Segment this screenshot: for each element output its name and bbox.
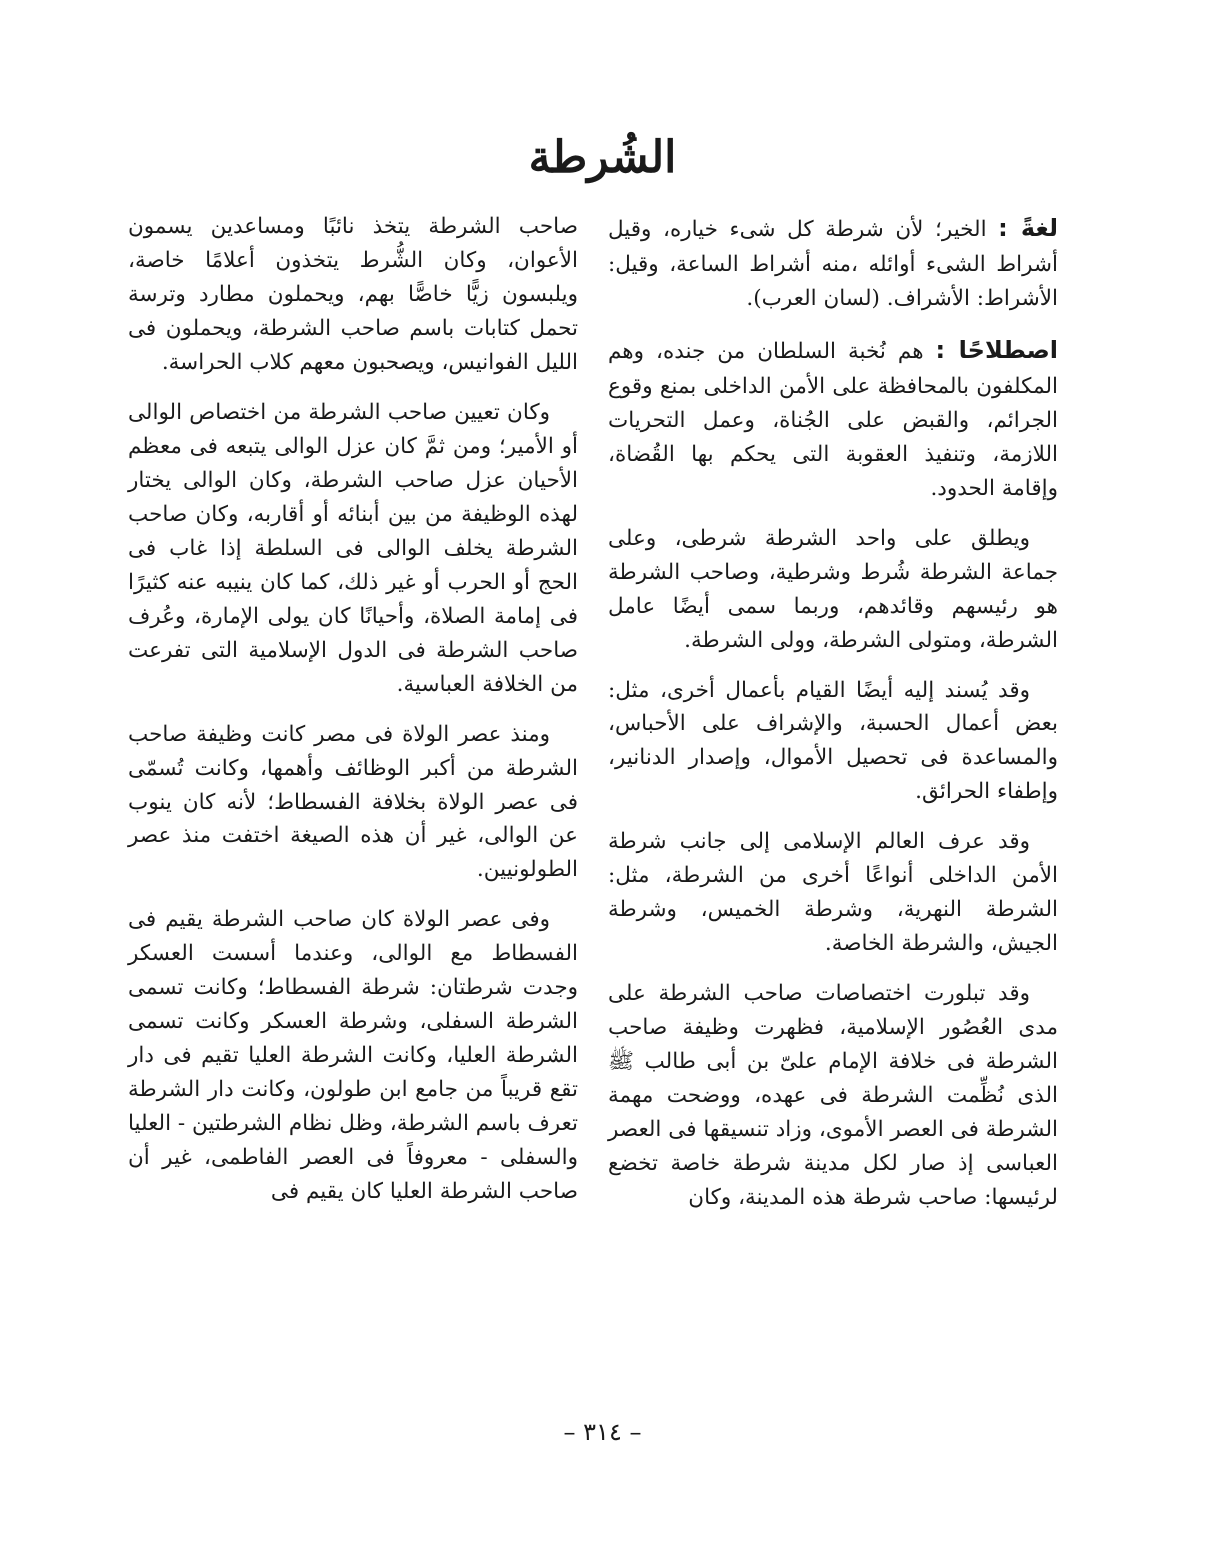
paragraph-text: هم نُخبة السلطان من جنده، وهم المكلفون بالمحافظة على الأمن الداخلى بمنع وقوع الجرائم، والقبض على الجُناة، وعمل التحريات اللازمة، وتنفيذ العقوبة التى يحكم بها القُضاة، وإقامة الحدود. bbox=[608, 338, 1058, 501]
term-label: اصطلاحًا : bbox=[935, 335, 1058, 364]
paragraph-text: الخير؛ لأن شرطة كل شىء خياره، وقيل أشراط الشىء أوائله ،منه أشراط الساعة، وقيل: الأشراط: الأشراف. (لسان العرب). bbox=[608, 217, 1058, 311]
paragraph: وقد عرف العالم الإسلامى إلى جانب شرطة الأمن الداخلى أنواعًا أخرى من الشرطة، مثل: الشرطة النهرية، وشرطة الخميس، وشرطة الجيش، والشرطة الخاصة. bbox=[608, 829, 1058, 957]
paragraph: وفى عصر الولاة كان صاحب الشرطة يقيم فى الفسطاط مع الوالى، وعندما أسست العسكر وجدت شرطتان: شرطة الفسطاط؛ وكانت تسمى الشرطة السفلى، وشرطة العسكر وكانت تسمى الشرطة العليا، وكانت الشرطة العليا تقيم فى دار تقع قريباً من جامع ابن طولون، وكانت دار الشرطة تعرف باسم الشرطة، وظل نظام الشرطتين - العليا والسفلى - معروفاً فى العصر الفاطمى، غير أن صاحب الشرطة العليا كان يقيم فى bbox=[128, 907, 578, 1205]
page-title: الشُرطة bbox=[528, 132, 677, 183]
paragraph: صاحب الشرطة يتخذ نائبًا ومساعدين يسمون الأعوان، وكان الشُّرط يتخذون أعلامًا خاصة، ويلبسون زيًّا خاصًّا بهم، ويحملون مطارد وترسة تحمل كتابات باسم صاحب الشرطة، ويحملون فى الليل الفوانيس، ويصحبون معهم كلاب الحراسة. bbox=[128, 214, 578, 375]
paragraph: وكان تعيين صاحب الشرطة من اختصاص الوالى أو الأمير؛ ومن ثمَّ كان عزل الوالى يتبعه فى معظم الأحيان عزل صاحب الشرطة، وكان الوالى يختار لهذه الوظيفة من بين أبنائه أو أقاربه، وكان صاحب الشرطة يخلف الوالى فى السلطة إذا غاب فى الحج أو الحرب أو غير ذلك، كما كان ينيبه عنه كثيرًا فى إمامة الصلاة، وأحيانًا كان يولى الإمارة، وعُرف صاحب الشرطة فى الدول الإسلامية التى تفرعت من الخلافة العباسية. bbox=[128, 399, 578, 697]
paragraph-istilahan bbox=[608, 332, 1058, 506]
term-label: لغةً : bbox=[998, 214, 1058, 242]
paragraph: ويطلق على واحد الشرطة شرطى، وعلى جماعة الشرطة شُرط وشرطية، وصاحب الشرطة هو رئيسهم وقائدهم، وربما سمى أيضًا عامل الشرطة، ومتولى الشرطة، وولى الشرطة. bbox=[608, 525, 1058, 653]
right-column bbox=[608, 210, 1058, 1231]
left-column bbox=[128, 210, 578, 1225]
page-number: – ٣١٤ – bbox=[563, 1418, 642, 1446]
paragraph: وقد تبلورت اختصاصات صاحب الشرطة على مدى العُصُور الإسلامية، فظهرت وظيفة صاحب الشرطة فى خلافة الإمام علىّ بن أبى طالب ﷺ الذى نُظِّمت الشرطة فى عهده، ووضحت مهمة الشرطة فى العصر الأموى، وزاد تنسيقها فى العصر العباسى إذ صار لكل مدينة شرطة خاصة تخضع لرئيسها: صاحب شرطة هذه المدينة، وكان bbox=[608, 981, 1058, 1211]
paragraph-lugha bbox=[608, 210, 1058, 316]
paragraph: ومنذ عصر الولاة فى مصر كانت وظيفة صاحب الشرطة من أكبر الوظائف وأهمها، وكانت تُسمّى فى عصر الولاة بخلافة الفسطاط؛ لأنه كان ينوب عن الوالى، غير أن هذه الصيغة اختفت منذ عصر الطولونيين. bbox=[128, 721, 578, 883]
paragraph: وقد يُسند إليه أيضًا القيام بأعمال أخرى، مثل: بعض أعمال الحسبة، والإشراف على الأحباس، والمساعدة فى تحصيل الأموال، وإصدار الدنانير، وإطفاء الحرائق. bbox=[608, 677, 1058, 805]
